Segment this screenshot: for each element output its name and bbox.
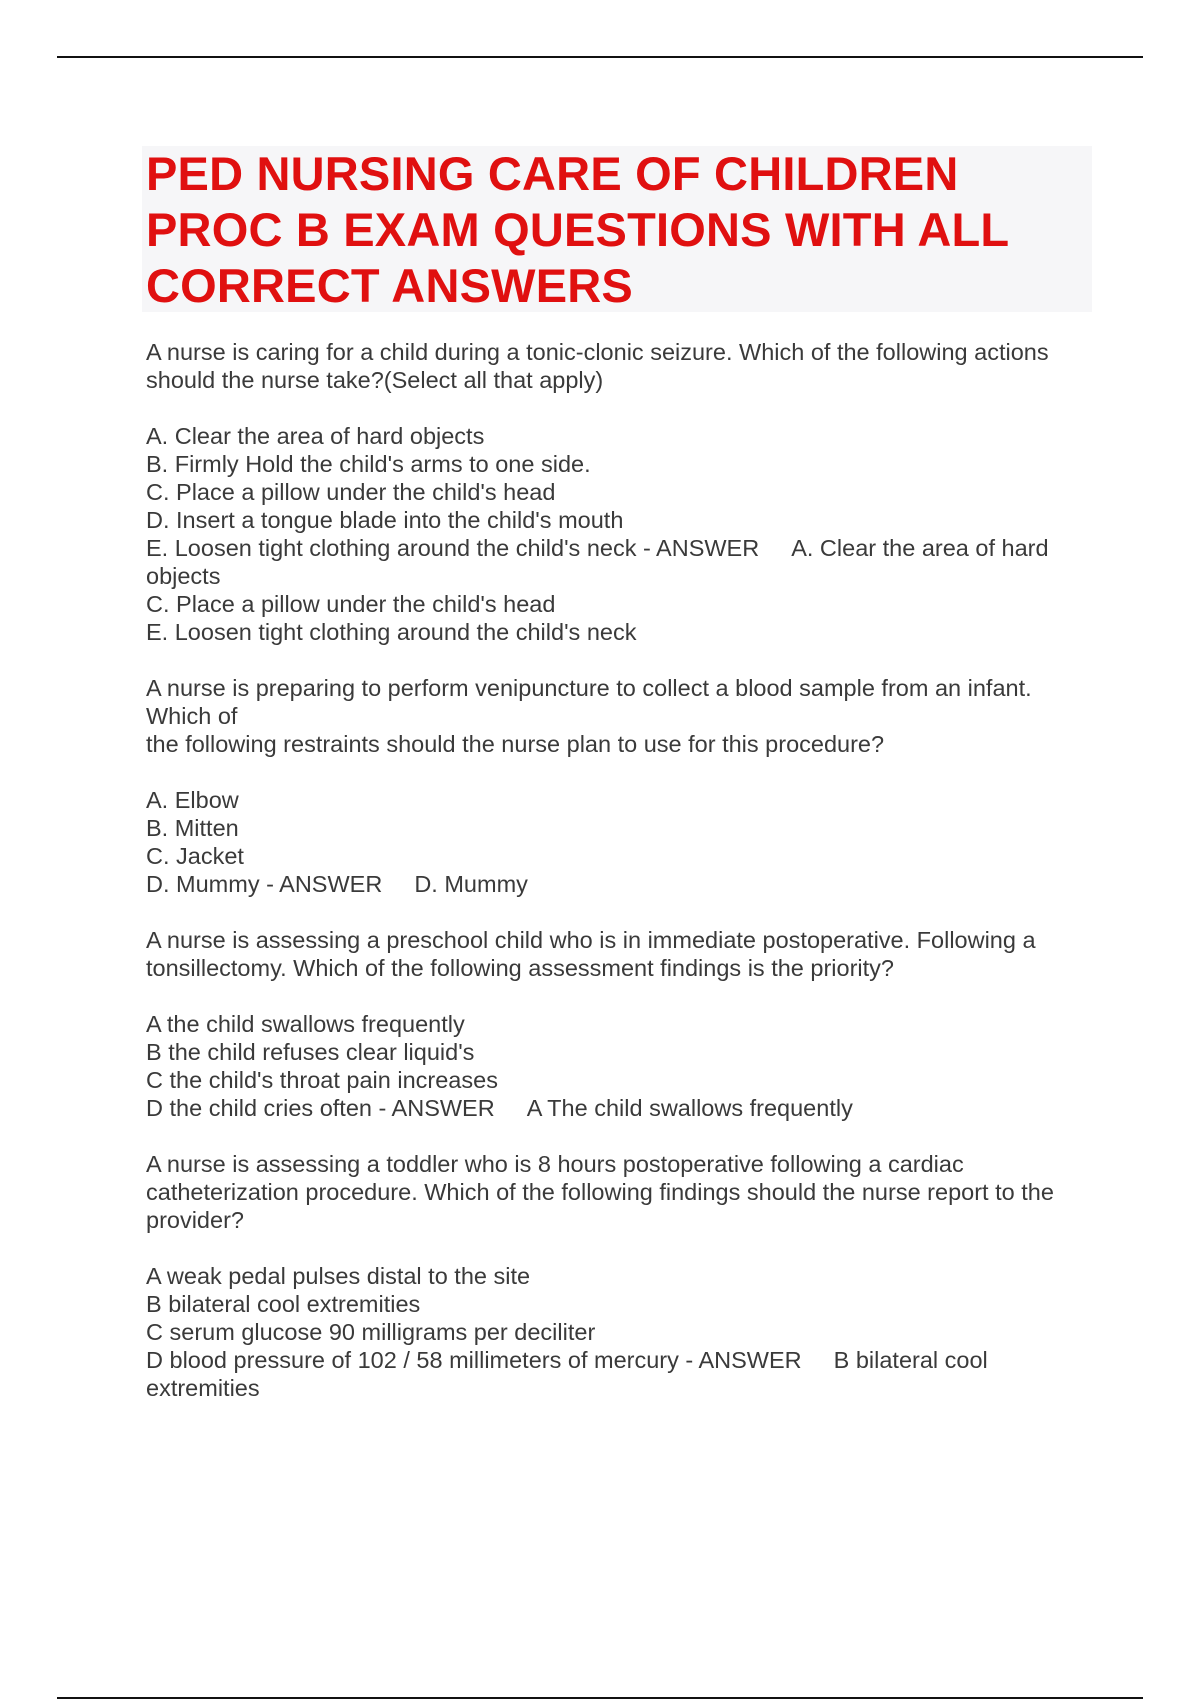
questions-list [146,338,1086,1430]
option-item: D blood pressure of 102 / 58 millimeters of mercury - ANSWER [146,1347,802,1373]
option-item: C. Jacket [146,843,244,869]
bottom-rule [57,1697,1143,1699]
answer-line [146,1346,1086,1374]
option-item: D. Mummy - ANSWER [146,871,383,897]
answer-options [146,422,1086,646]
option-item: A. Elbow [146,787,239,813]
option-item: A the child swallows frequently [146,1011,465,1037]
option-item: E. Loosen tight clothing around the child's neck - ANSWER [146,535,760,561]
option-item: B. Mitten [146,815,239,841]
correct-answer: B bilateral cool [833,1347,988,1373]
question-text [146,1150,1086,1234]
title-line: PED NURSING CARE OF CHILDREN [146,147,959,200]
question-text-line: provider? [146,1207,244,1233]
correct-answer-continued: C. Place a pillow under the child's head [146,591,556,617]
answer-options [146,1262,1086,1402]
correct-answer: D. Mummy [414,871,528,897]
question-item [146,338,1086,646]
correct-answer-continued: objects [146,563,221,589]
question-text-line: tonsillectomy. Which of the following assessment findings is the priority? [146,955,894,981]
question-text [146,674,1086,758]
question-text-line: A nurse is assessing a toddler who is 8 hours postoperative following a cardiac [146,1151,964,1177]
option-item: A. Clear the area of hard objects [146,423,485,449]
option-item: C. Place a pillow under the child's head [146,479,556,505]
answer-line [146,1094,1086,1122]
document-title [146,146,1086,314]
question-item [146,1150,1086,1402]
correct-answer: A The child swallows frequently [526,1095,853,1121]
option-item: D the child cries often - ANSWER [146,1095,495,1121]
top-rule [57,56,1143,58]
option-item: C serum glucose 90 milligrams per deciliter [146,1319,596,1345]
option-item: B bilateral cool extremities [146,1291,421,1317]
question-text-line: Which of [146,703,238,729]
correct-answer: A. Clear the area of hard [791,535,1049,561]
question-item [146,674,1086,898]
question-text-line: A nurse is assessing a preschool child who is in immediate postoperative. Following a [146,927,1036,953]
question-item [146,926,1086,1122]
title-line: CORRECT ANSWERS [146,259,633,312]
question-text-line: A nurse is caring for a child during a tonic-clonic seizure. Which of the following actions [146,339,1049,365]
option-item: C the child's throat pain increases [146,1067,498,1093]
answer-options [146,1010,1086,1122]
question-text [146,926,1086,982]
answer-line [146,534,1086,562]
question-text-line: catheterization procedure. Which of the following findings should the nurse report to the [146,1179,1054,1205]
question-text [146,338,1086,394]
question-text-line: the following restraints should the nurse plan to use for this procedure? [146,731,885,757]
option-item: B. Firmly Hold the child's arms to one side. [146,451,591,477]
correct-answer-continued: extremities [146,1375,260,1401]
answer-options [146,786,1086,898]
question-text-line: A nurse is preparing to perform venipuncture to collect a blood sample from an infant. [146,675,1032,701]
option-item: A weak pedal pulses distal to the site [146,1263,531,1289]
option-item: B the child refuses clear liquid's [146,1039,475,1065]
question-text-line: should the nurse take?(Select all that apply) [146,367,604,393]
answer-line [146,870,1086,898]
title-line: PROC B EXAM QUESTIONS WITH ALL [146,203,1010,256]
correct-answer-continued: E. Loosen tight clothing around the child's neck [146,619,637,645]
option-item: D. Insert a tongue blade into the child's mouth [146,507,624,533]
